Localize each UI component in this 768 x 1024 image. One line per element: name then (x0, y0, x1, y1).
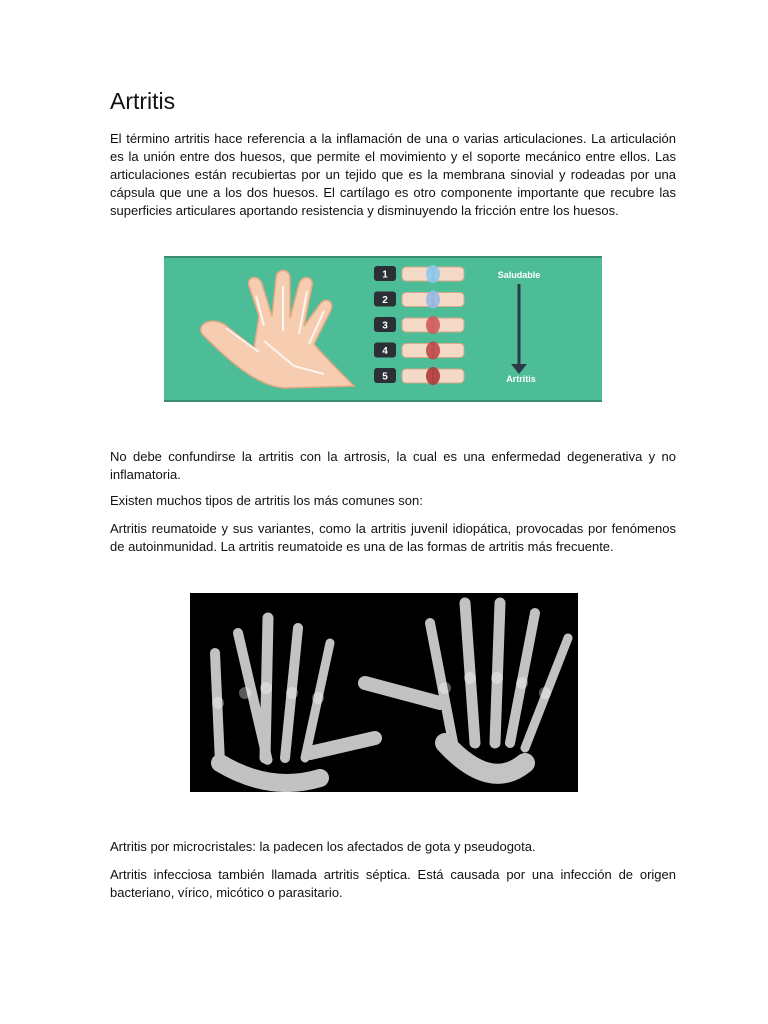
paragraph-artrosis: No debe confundirse la artritis con la artrosis, la cual es una enfermedad degenerativa y no inflamatoria. (110, 449, 676, 482)
arthritis-stages-illustration (164, 256, 602, 402)
paragraph-microcristales: Artritis por microcristales: la padecen los afectados de gota y pseudogota. (110, 839, 536, 854)
paragraph-reumatoide: Artritis reumatoide y sus variantes, como la artritis juvenil idiopática, provocadas por fenómenos de autoinmunidad. La artritis reumatoide es una de las formas de artritis más frecuente. (110, 521, 676, 554)
stage-number: 5 (382, 371, 388, 383)
joint (426, 367, 440, 385)
paragraph-tipos: Existen muchos tipos de artritis los más comunes son: (110, 493, 423, 508)
stage-number: 3 (382, 320, 388, 332)
label-artritis: Artritis (506, 374, 536, 384)
joint (426, 342, 440, 360)
paragraph-infecciosa: Artritis infecciosa también llamada artritis séptica. Está causada por una infección de origen bacteriano, vírico, micótico o parasitario. (110, 867, 676, 900)
stage-number: 4 (382, 346, 388, 357)
joint (426, 316, 440, 334)
label-saludable: Saludable (497, 270, 541, 280)
joint (426, 265, 440, 283)
joint (426, 291, 440, 309)
hands-xray-image (190, 593, 578, 792)
stage-number: 1 (382, 269, 388, 281)
page-title: Artritis (110, 88, 176, 114)
paragraph-intro: El término artritis hace referencia a la inflamación de una o varias articulaciones. La articulación es la unión entre dos huesos, que permite el movimiento y el soporte mecánico entre ellos. Las articulaciones están recubiertas por un tejido que es la membrana sinovial y rodeadas por una cápsula que une a los dos huesos. El cartílago es otro componente importante que recubre las superficies articulares aportando resistencia y disminuyendo la fricción entre los huesos. (110, 131, 676, 218)
stage-number: 2 (382, 295, 388, 306)
